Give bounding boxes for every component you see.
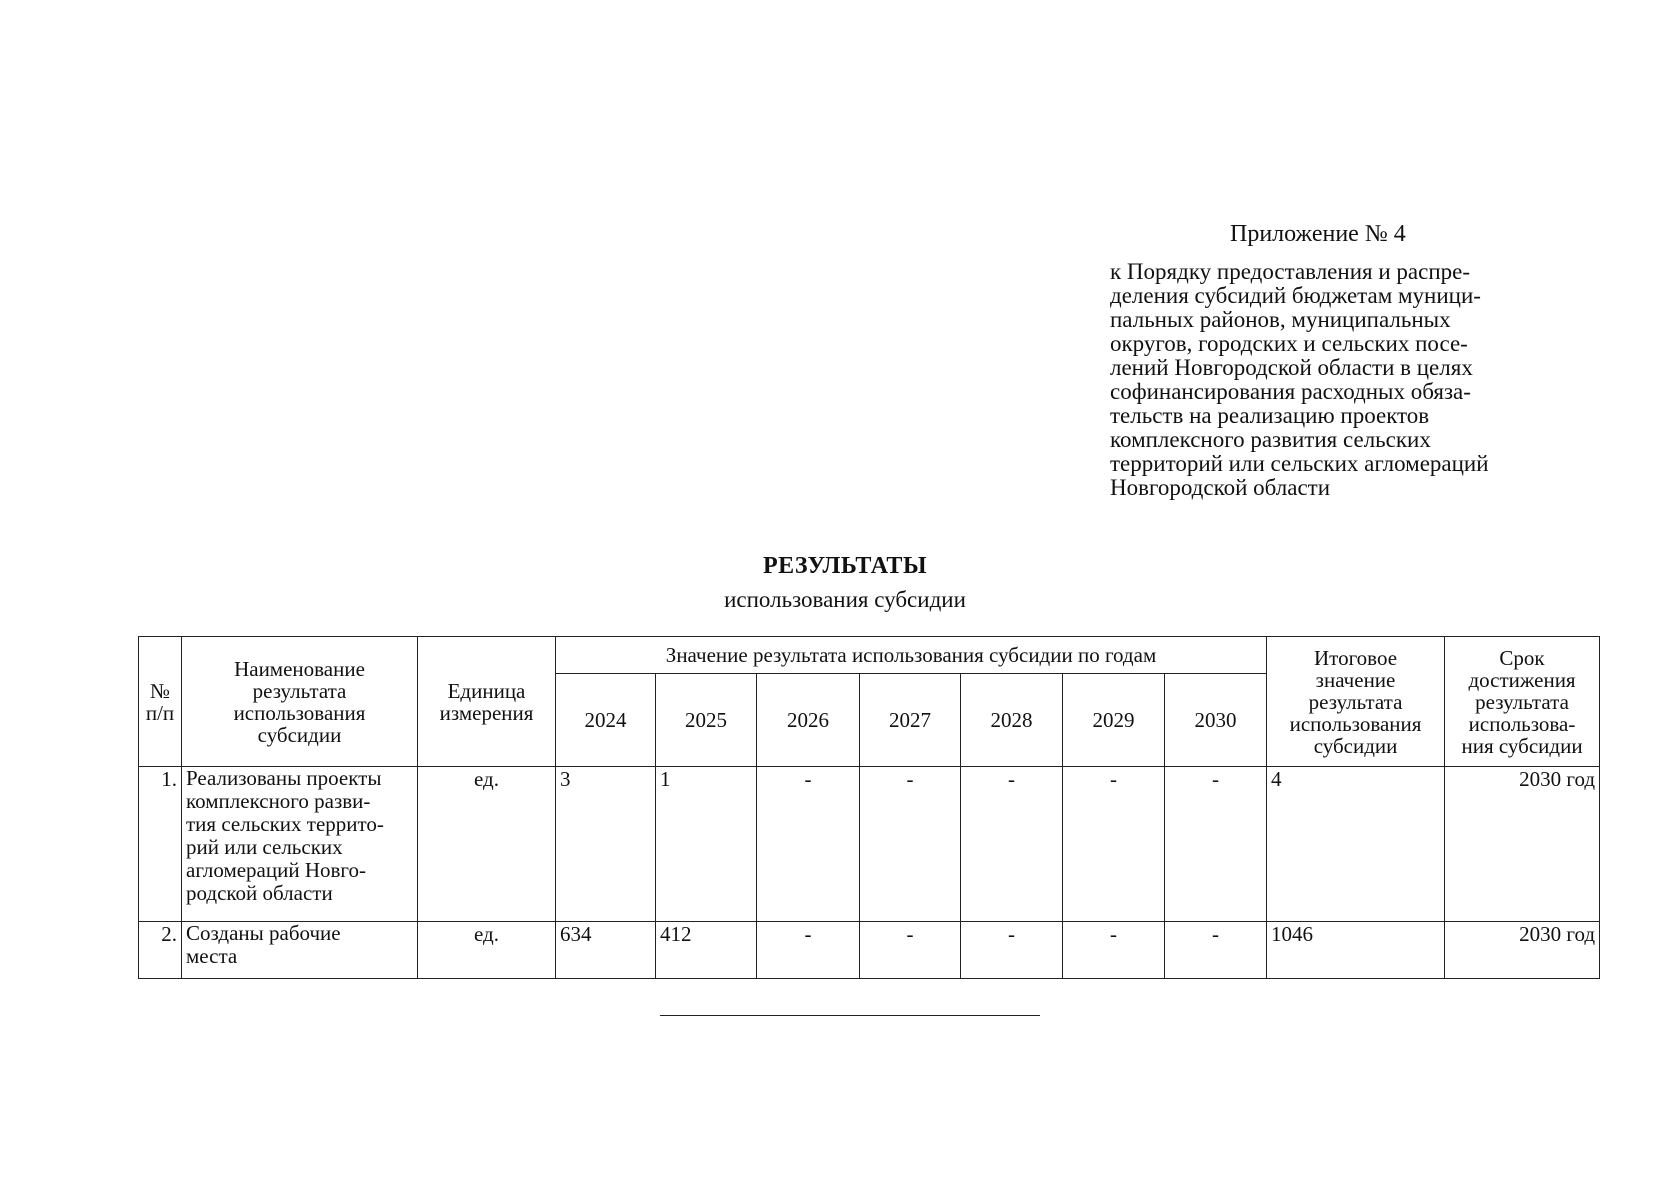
row-name xyxy=(182,767,418,922)
row-name xyxy=(182,922,418,979)
row-name-line: места xyxy=(186,944,238,968)
header-term xyxy=(1445,637,1600,767)
header-total xyxy=(1267,637,1445,767)
header-term-line: достижения xyxy=(1468,667,1576,692)
header-years-group: Значение результата использования субсидии по годам xyxy=(556,637,1267,674)
header-term-line: использова- xyxy=(1468,711,1576,736)
row-name-line: Реализованы проекты xyxy=(186,766,382,790)
header-name-line: Наименование xyxy=(234,656,365,681)
row-num: 2. xyxy=(139,922,182,979)
header-num-line: № xyxy=(149,678,171,703)
row-total: 4 xyxy=(1267,767,1445,922)
row-value-2026: - xyxy=(757,767,860,922)
header-term-line: результата xyxy=(1475,689,1569,714)
header-year-2030: 2030 xyxy=(1165,674,1267,767)
results-table xyxy=(138,636,1600,979)
header-num-line: п/п xyxy=(145,700,175,725)
appendix-line: к Порядку предоставления и распре- xyxy=(1110,259,1470,284)
row-value-2030: - xyxy=(1165,767,1267,922)
appendix-line: деления субсидий бюджетам муници- xyxy=(1110,283,1481,308)
row-name-line: родской области xyxy=(186,881,333,905)
row-value-2030: - xyxy=(1165,922,1267,979)
row-term: 2030 год xyxy=(1445,922,1600,979)
row-value-2024: 3 xyxy=(556,767,656,922)
row-value-2027: - xyxy=(860,767,961,922)
row-name-line: Созданы рабочие xyxy=(186,921,341,945)
header-year-2025: 2025 xyxy=(656,674,757,767)
appendix-line: округов, городских и сельских посе- xyxy=(1110,331,1468,356)
header-term-line: Срок xyxy=(1499,645,1545,670)
row-value-2025: 412 xyxy=(656,922,757,979)
row-value-2029: - xyxy=(1063,922,1165,979)
row-value-2028: - xyxy=(961,767,1063,922)
row-unit: ед. xyxy=(418,767,556,922)
header-year-2028: 2028 xyxy=(961,674,1063,767)
table-row xyxy=(139,767,1600,922)
document-subtitle: использования субсидии xyxy=(724,587,966,612)
appendix-line: Новгородской области xyxy=(1110,475,1331,500)
header-total-line: значение xyxy=(1315,667,1396,692)
row-unit: ед. xyxy=(418,922,556,979)
header-total-line: результата xyxy=(1308,689,1403,714)
header-year-2026: 2026 xyxy=(757,674,860,767)
bottom-rule xyxy=(660,1015,1040,1016)
header-unit-line: Единица xyxy=(447,678,526,703)
row-name-line: тия сельских террито- xyxy=(186,812,384,836)
appendix-line: лений Новгородской области в целях xyxy=(1110,355,1473,380)
header-unit xyxy=(418,637,556,767)
table-row xyxy=(139,922,1600,979)
header-total-line: Итоговое xyxy=(1314,645,1398,670)
row-total: 1046 xyxy=(1267,922,1445,979)
appendix-title: Приложение № 4 xyxy=(1230,221,1406,247)
row-value-2024: 634 xyxy=(556,922,656,979)
header-year-2027: 2027 xyxy=(860,674,961,767)
header-name-line: использования xyxy=(233,700,366,725)
row-value-2025: 1 xyxy=(656,767,757,922)
row-value-2026: - xyxy=(757,922,860,979)
row-term: 2030 год xyxy=(1445,767,1600,922)
appendix-line: территорий или сельских агломераций xyxy=(1110,451,1489,476)
header-name-line: результата xyxy=(252,678,347,703)
header-name xyxy=(182,637,418,767)
header-term-line: ния субсидии xyxy=(1461,733,1583,758)
document-title: РЕЗУЛЬТАТЫ xyxy=(762,553,928,579)
row-name-line: комплексного разви- xyxy=(186,789,371,813)
appendix-line: комплексного развития сельских xyxy=(1110,427,1431,452)
appendix-text xyxy=(1110,260,1580,500)
header-name-line: субсидии xyxy=(257,722,342,747)
row-name-line: рий или сельских xyxy=(186,835,343,859)
appendix-line: тельств на реализацию проектов xyxy=(1110,403,1430,428)
row-num: 1. xyxy=(139,767,182,922)
header-year-2024: 2024 xyxy=(556,674,656,767)
header-unit-line: измерения xyxy=(439,700,534,725)
header-total-line: использования xyxy=(1289,711,1422,736)
header-num xyxy=(139,637,182,767)
header-year-2029: 2029 xyxy=(1063,674,1165,767)
header-total-line: субсидии xyxy=(1313,733,1398,758)
row-value-2029: - xyxy=(1063,767,1165,922)
row-name-line: агломераций Новго- xyxy=(186,858,367,882)
row-value-2028: - xyxy=(961,922,1063,979)
appendix-line: пальных районов, муниципальных xyxy=(1110,307,1451,332)
appendix-line: софинансирования расходных обяза- xyxy=(1110,379,1471,404)
row-value-2027: - xyxy=(860,922,961,979)
